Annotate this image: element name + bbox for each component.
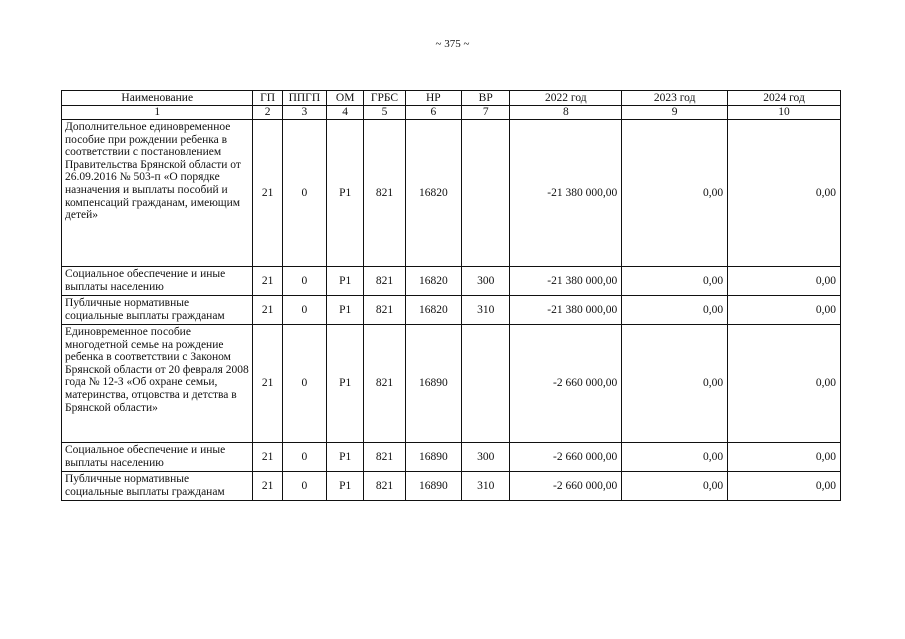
row-gp: 21 [253,267,282,296]
column-number: 4 [327,106,364,120]
column-number: 6 [405,106,461,120]
column-number: 2 [253,106,282,120]
budget-table [61,90,841,501]
row-om: Р1 [327,120,364,267]
row-2022: -21 380 000,00 [510,267,622,296]
row-om: Р1 [327,267,364,296]
row-grbs: 821 [364,120,405,267]
column-number: 7 [462,106,510,120]
row-2023: 0,00 [622,325,728,443]
header-grbs: ГРБС [364,91,405,106]
row-om: Р1 [327,325,364,443]
row-om: Р1 [327,296,364,325]
row-2022: -21 380 000,00 [510,120,622,267]
row-2024: 0,00 [728,296,841,325]
row-grbs: 821 [364,267,405,296]
table-row [62,296,841,325]
row-nr: 16890 [405,472,461,501]
row-vr: 310 [462,472,510,501]
row-name: Единовременное пособие многодетной семье на рождение ребенка в соответствии с Законом Брянской области от 20 февраля 2008 года № 12-З «Об охране семьи, материнства, отцовства и детства в Брянской области» [62,325,253,443]
row-name: Публичные нормативные социальные выплаты гражданам [62,296,253,325]
header-vr: ВР [462,91,510,106]
row-2022: -2 660 000,00 [510,443,622,472]
row-nr: 16820 [405,296,461,325]
row-nr: 16890 [405,325,461,443]
header-row [62,91,841,106]
row-gp: 21 [253,325,282,443]
row-ppgp: 0 [282,443,326,472]
row-2024: 0,00 [728,267,841,296]
row-vr [462,325,510,443]
column-number: 9 [622,106,728,120]
row-nr: 16820 [405,120,461,267]
header-2022: 2022 год [510,91,622,106]
row-nr: 16890 [405,443,461,472]
header-name: Наименование [62,91,253,106]
row-name: Социальное обеспечение и иные выплаты населению [62,443,253,472]
row-vr: 300 [462,267,510,296]
table-row [62,120,841,267]
header-2024: 2024 год [728,91,841,106]
row-vr: 310 [462,296,510,325]
column-number: 10 [728,106,841,120]
row-2022: -2 660 000,00 [510,472,622,501]
header-ppgp: ППГП [282,91,326,106]
row-2023: 0,00 [622,296,728,325]
header-gp: ГП [253,91,282,106]
row-vr [462,120,510,267]
header-2023: 2023 год [622,91,728,106]
row-gp: 21 [253,472,282,501]
table-row [62,472,841,501]
table-row [62,325,841,443]
column-number: 1 [62,106,253,120]
row-name: Социальное обеспечение и иные выплаты населению [62,267,253,296]
row-grbs: 821 [364,472,405,501]
row-om: Р1 [327,472,364,501]
table-row [62,267,841,296]
table-row [62,443,841,472]
row-gp: 21 [253,296,282,325]
row-ppgp: 0 [282,472,326,501]
row-2023: 0,00 [622,472,728,501]
row-2023: 0,00 [622,120,728,267]
page-number: ~ 375 ~ [435,38,470,50]
column-number-row [62,106,841,120]
row-vr: 300 [462,443,510,472]
row-gp: 21 [253,443,282,472]
row-nr: 16820 [405,267,461,296]
column-number: 5 [364,106,405,120]
row-ppgp: 0 [282,296,326,325]
row-2024: 0,00 [728,120,841,267]
row-om: Р1 [327,443,364,472]
row-2022: -21 380 000,00 [510,296,622,325]
row-grbs: 821 [364,443,405,472]
row-gp: 21 [253,120,282,267]
column-number: 3 [282,106,326,120]
row-2022: -2 660 000,00 [510,325,622,443]
row-ppgp: 0 [282,267,326,296]
header-om: ОМ [327,91,364,106]
row-2023: 0,00 [622,267,728,296]
row-grbs: 821 [364,296,405,325]
row-2024: 0,00 [728,472,841,501]
row-ppgp: 0 [282,325,326,443]
header-nr: НР [405,91,461,106]
row-ppgp: 0 [282,120,326,267]
row-2024: 0,00 [728,325,841,443]
row-name: Публичные нормативные социальные выплаты гражданам [62,472,253,501]
row-2024: 0,00 [728,443,841,472]
row-name: Дополнительное единовременное пособие при рождении ребенка в соответствии с постановлением Правительства Брянской области от 26.09.2016 № 503-п «О порядке назначения и выплаты пособий и компенсаций гражданам, имеющим детей» [62,120,253,267]
row-grbs: 821 [364,325,405,443]
column-number: 8 [510,106,622,120]
row-2023: 0,00 [622,443,728,472]
